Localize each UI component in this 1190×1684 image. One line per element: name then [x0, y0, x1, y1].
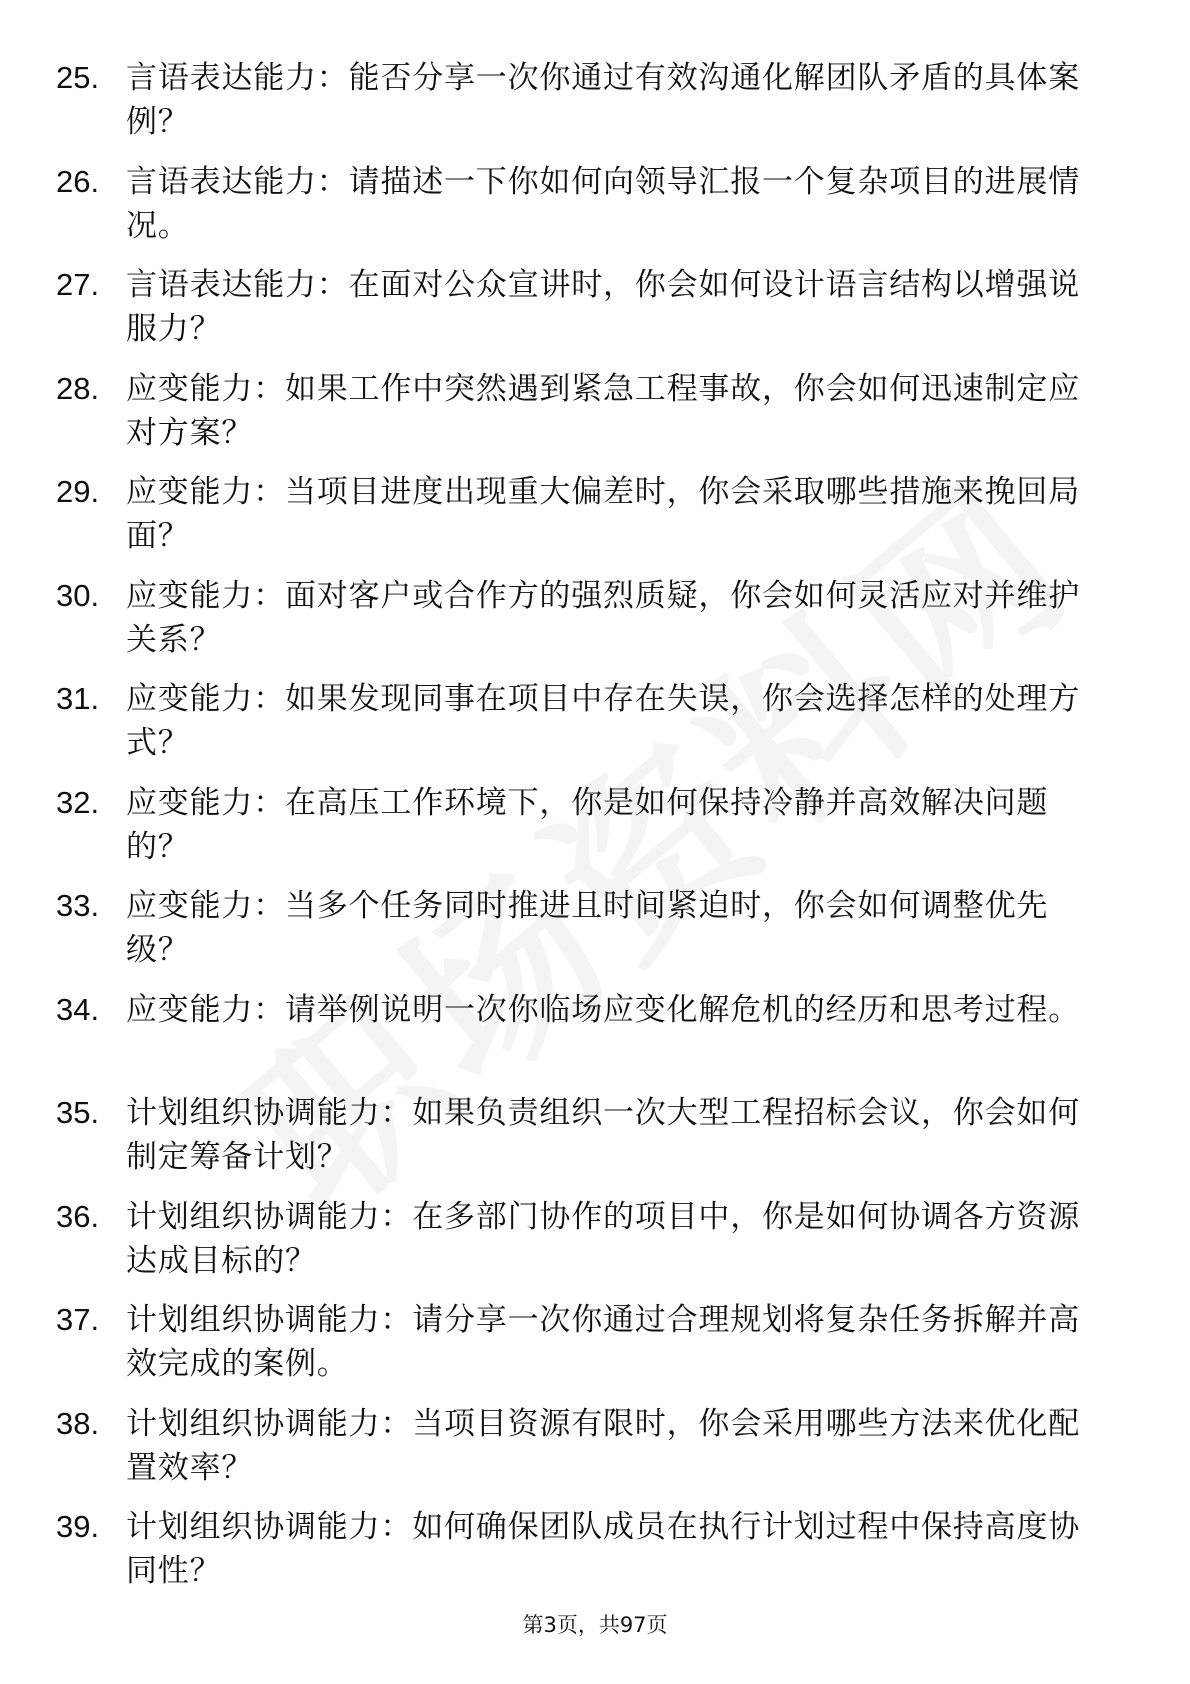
question-number: 31.	[56, 681, 100, 716]
question-text: 应变能力：面对客户或合作方的强烈质疑，你会如何灵活应对并维护关系？	[126, 577, 1080, 658]
question-number: 29.	[56, 474, 100, 509]
list-item	[0, 464, 1190, 568]
question-number: 38.	[56, 1405, 100, 1441]
list-item	[0, 257, 1190, 361]
list-item	[0, 1292, 1190, 1396]
list-item	[0, 1499, 1190, 1603]
page-number-label: 第3页，共97页	[522, 1613, 668, 1637]
question-text: 应变能力：如果发现同事在项目中存在失误，你会选择怎样的处理方式？	[126, 681, 1080, 761]
list-item	[0, 1396, 1190, 1500]
question-text: 应变能力：请举例说明一次你临场应变化解危机的经历和思考过程。	[126, 991, 1080, 1028]
question-text: 计划组织协调能力：请分享一次你通过合理规划将复杂任务拆解并高效完成的案例。	[126, 1302, 1080, 1382]
question-text: 应变能力：在高压工作环境下，你是如何保持冷静并高效解决问题的？	[126, 784, 1049, 865]
question-text: 应变能力：如果工作中突然遇到紧急工程事故，你会如何迅速制定应对方案？	[126, 370, 1080, 451]
question-number: 39.	[56, 1509, 100, 1544]
question-text: 计划组织协调能力：在多部门协作的项目中，你是如何协调各方资源达成目标的？	[126, 1198, 1080, 1279]
page-footer	[0, 1609, 1190, 1639]
question-text: 计划组织协调能力：当项目资源有限时，你会采用哪些方法来优化配置效率？	[126, 1405, 1080, 1486]
question-text: 应变能力：当多个任务同时推进且时间紧迫时，你会如何调整优先级？	[126, 888, 1049, 968]
question-text: 言语表达能力：在面对公众宣讲时，你会如何设计语言结构以增强说服力？	[126, 267, 1080, 347]
question-number: 28.	[56, 370, 100, 406]
question-text: 计划组织协调能力：如果负责组织一次大型工程招标会议，你会如何制定筹备计划？	[126, 1095, 1080, 1175]
question-number: 34.	[56, 991, 100, 1027]
question-number: 36.	[56, 1198, 100, 1234]
question-number: 27.	[56, 267, 100, 302]
list-item	[0, 878, 1190, 982]
question-number: 26.	[56, 163, 100, 199]
list-item	[0, 50, 1190, 154]
list-item	[0, 568, 1190, 672]
question-number: 37.	[56, 1302, 100, 1337]
question-number: 25.	[56, 60, 100, 95]
question-list	[0, 50, 1190, 1603]
list-item	[0, 775, 1190, 879]
question-text: 言语表达能力：请描述一下你如何向领导汇报一个复杂项目的进展情况。	[126, 163, 1080, 244]
question-text: 应变能力：当项目进度出现重大偏差时，你会采取哪些措施来挽回局面？	[126, 474, 1080, 554]
list-item	[0, 154, 1190, 258]
question-text: 言语表达能力：能否分享一次你通过有效沟通化解团队矛盾的具体案例？	[126, 60, 1080, 140]
question-number: 35.	[56, 1095, 100, 1130]
list-item	[0, 982, 1190, 1086]
question-number: 30.	[56, 577, 100, 613]
question-number: 32.	[56, 784, 100, 820]
question-number: 33.	[56, 888, 100, 923]
list-item	[0, 361, 1190, 465]
list-item	[0, 1189, 1190, 1293]
list-item	[0, 1085, 1190, 1189]
question-text: 计划组织协调能力：如何确保团队成员在执行计划过程中保持高度协同性？	[126, 1509, 1080, 1589]
list-item	[0, 671, 1190, 775]
